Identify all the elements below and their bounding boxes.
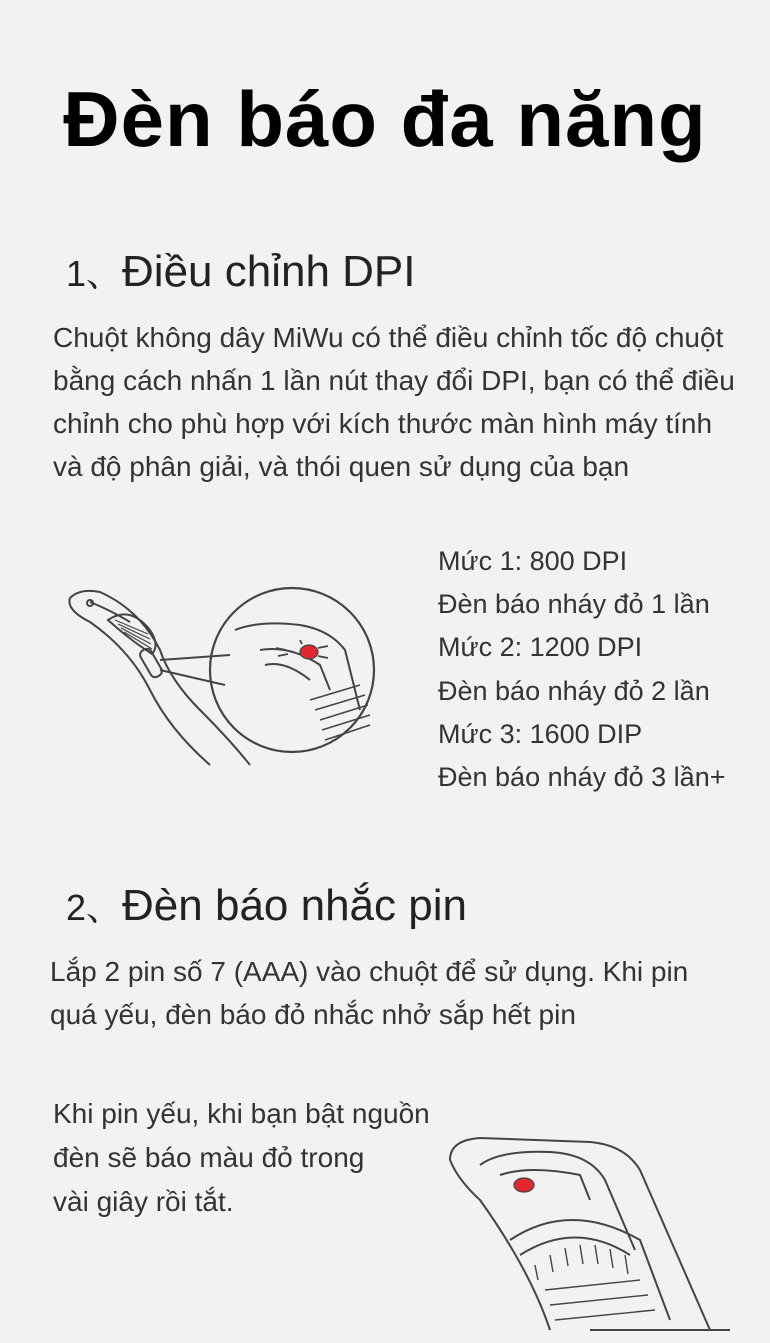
- dpi-indicator-light: [300, 645, 318, 659]
- paragraph-line: bằng cách nhấn 1 lần nút thay đổi DPI, bạn có thể điều: [53, 365, 735, 396]
- paragraph-line: chỉnh cho phù hợp với kích thước màn hình máy tính: [53, 408, 713, 439]
- paragraph-line: và độ phân giải, và thói quen sử dụng của bạn: [53, 451, 630, 482]
- section-1-paragraph: [53, 316, 735, 488]
- mouse-battery-illustration: [440, 1130, 740, 1335]
- section-1-number: 1、: [66, 253, 123, 294]
- note-line: Khi pin yếu, khi bạn bật nguồn: [53, 1098, 430, 1129]
- paragraph-line: Chuột không dây MiWu có thể điều chỉnh tốc độ chuột: [53, 322, 724, 353]
- level-line: Mức 3: 1600 DIP: [438, 718, 643, 749]
- section-2-number: 2、: [66, 887, 123, 928]
- section-2-heading: [66, 880, 467, 931]
- note-line: đèn sẽ báo màu đỏ trong: [53, 1142, 365, 1173]
- level-line: Đèn báo nháy đỏ 2 lần: [438, 675, 710, 706]
- section-2-paragraph: [50, 950, 688, 1036]
- section-2-title: Đèn báo nhắc pin: [122, 881, 467, 930]
- page-title: Đèn báo đa năng: [63, 75, 707, 163]
- section-1-title: Điều chỉnh DPI: [122, 247, 416, 296]
- level-line: Mức 2: 1200 DPI: [438, 632, 643, 663]
- level-line: Mức 1: 800 DPI: [438, 546, 628, 576]
- note-line: vài giây rồi tắt.: [53, 1186, 234, 1217]
- section-1-heading: [66, 246, 416, 297]
- battery-indicator-light: [514, 1178, 534, 1192]
- dpi-levels-list: [438, 540, 725, 799]
- paragraph-line: quá yếu, đèn báo đỏ nhắc nhở sắp hết pin: [50, 999, 576, 1030]
- level-line: Đèn báo nháy đỏ 1 lần: [438, 589, 710, 620]
- paragraph-line: Lắp 2 pin số 7 (AAA) vào chuột để sử dụng. Khi pin: [50, 956, 689, 987]
- battery-note: [53, 1092, 430, 1224]
- level-line: Đèn báo nháy đỏ 3 lần+: [438, 762, 726, 793]
- mouse-dpi-illustration: [60, 570, 440, 770]
